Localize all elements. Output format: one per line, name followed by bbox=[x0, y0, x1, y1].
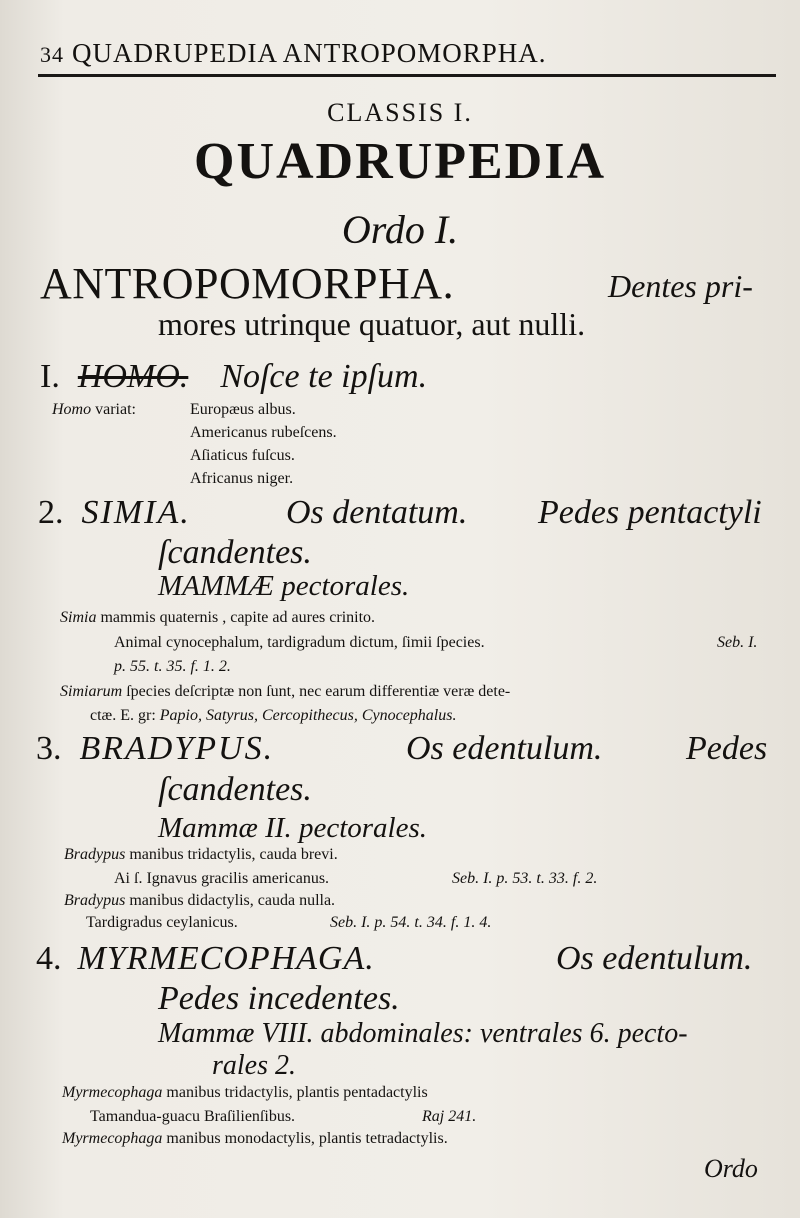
class-title: QUADRUPEDIA bbox=[194, 133, 606, 190]
simia-desc-3: ſcandentes. bbox=[158, 534, 312, 571]
bradypus-desc-3: ſcandentes. bbox=[158, 771, 312, 808]
genus-bradypus-heading bbox=[36, 730, 274, 768]
catchword: Ordo bbox=[704, 1154, 758, 1183]
bradypus-line-3: Bradypus manibus didactylis, cauda nulla. bbox=[64, 892, 336, 909]
genus-name: BRADYPUS. bbox=[79, 730, 275, 767]
bradypus-desc-1: Os edentulum. bbox=[406, 730, 603, 767]
variety-item: Africanus niger. bbox=[190, 470, 294, 487]
genus-number: I. bbox=[40, 358, 60, 395]
myrmecophaga-desc-2: Pedes incedentes. bbox=[158, 980, 400, 1017]
myrmecophaga-ref: Raj 241. bbox=[422, 1108, 477, 1125]
genus-number: 3. bbox=[36, 730, 62, 767]
simia-line-4: Simiarum ſpecies deſcriptæ non ſunt, nec earum differentiæ veræ dete- bbox=[60, 683, 511, 700]
genus-name: SIMIA. bbox=[81, 494, 191, 531]
simia-desc-2: Pedes pentactyli bbox=[538, 494, 762, 531]
genus-number: 2. bbox=[38, 494, 64, 531]
simia-line-1: Simia mammis quaternis , capite ad aures crinito. bbox=[60, 609, 376, 626]
variety-item: Europæus albus. bbox=[190, 401, 296, 418]
homo-label: Homo bbox=[52, 401, 92, 418]
myrmecophaga-line-3: Myrmecophaga manibus monodactylis, plantis tetradactylis. bbox=[62, 1130, 448, 1147]
myrmecophaga-desc-1: Os edentulum. bbox=[556, 940, 753, 977]
bradypus-mammae: Mammæ II. pectorales. bbox=[158, 812, 428, 844]
order-title: ANTROPOMORPHA. bbox=[40, 259, 455, 308]
classis-heading: CLASSIS I. bbox=[327, 98, 473, 127]
order-description-2: mores utrinque quatuor, aut nulli. bbox=[158, 306, 586, 342]
myrmecophaga-line-2: Tamandua-guacu Braſilienſibus. bbox=[90, 1108, 296, 1125]
variety-item: Americanus rubeſcens. bbox=[190, 424, 337, 441]
simia-line-2: Animal cynocephalum, tardigradum dictum, ſimii ſpecies. bbox=[114, 634, 485, 651]
bradypus-line-4: Tardigradus ceylanicus. bbox=[86, 914, 238, 931]
bradypus-ref-2: Seb. I. p. 54. t. 34. f. 1. 4. bbox=[330, 914, 492, 931]
bradypus-desc-2: Pedes bbox=[686, 730, 768, 767]
bradypus-line-1: Bradypus manibus tridactylis, cauda brevi. bbox=[64, 846, 338, 863]
order-description-1: Dentes pri- bbox=[608, 268, 753, 304]
myrmecophaga-line-1: Myrmecophaga manibus tridactylis, plantis pentadactylis bbox=[62, 1084, 428, 1101]
variety-item: Aſiaticus fuſcus. bbox=[190, 447, 295, 464]
running-title: QUADRUPEDIA ANTROPOMORPHA. bbox=[72, 38, 547, 68]
page-number: 34 bbox=[40, 42, 64, 67]
myrmecophaga-mammae-2: rales 2. bbox=[212, 1050, 296, 1081]
genus-simia-heading bbox=[38, 494, 191, 532]
genus-myrmecophaga-heading bbox=[36, 940, 375, 978]
simia-desc-1: Os dentatum. bbox=[286, 494, 468, 531]
simia-line-3: p. 55. t. 35. f. 1. 2. bbox=[114, 658, 231, 675]
bradypus-ref-1: Seb. I. p. 53. t. 33. f. 2. bbox=[452, 870, 598, 887]
bradypus-line-2: Ai ſ. Ignavus gracilis americanus. bbox=[114, 870, 330, 887]
ordo-heading: Ordo I. bbox=[341, 207, 459, 252]
header-rule bbox=[38, 74, 776, 77]
genus-name: MYRMECOPHAGA. bbox=[77, 940, 375, 977]
genus-name: HOMO. bbox=[77, 358, 189, 395]
simia-mammae: MAMMÆ pectorales. bbox=[158, 570, 410, 602]
genus-number: 4. bbox=[36, 940, 62, 977]
genus-homo-heading bbox=[40, 358, 427, 396]
simia-line-5: ctæ. E. gr: Papio, Satyrus, Cercopithecus, Cynocephalus. bbox=[90, 707, 457, 724]
genus-motto: Noſce te ipſum. bbox=[220, 358, 428, 395]
homo-varies bbox=[52, 401, 136, 419]
running-head bbox=[40, 38, 547, 69]
myrmecophaga-mammae-1: Mammæ VIII. abdominales: ventrales 6. pecto- bbox=[158, 1018, 688, 1049]
varies-text: variat: bbox=[95, 401, 136, 418]
simia-ref-1: Seb. I. bbox=[717, 634, 758, 651]
